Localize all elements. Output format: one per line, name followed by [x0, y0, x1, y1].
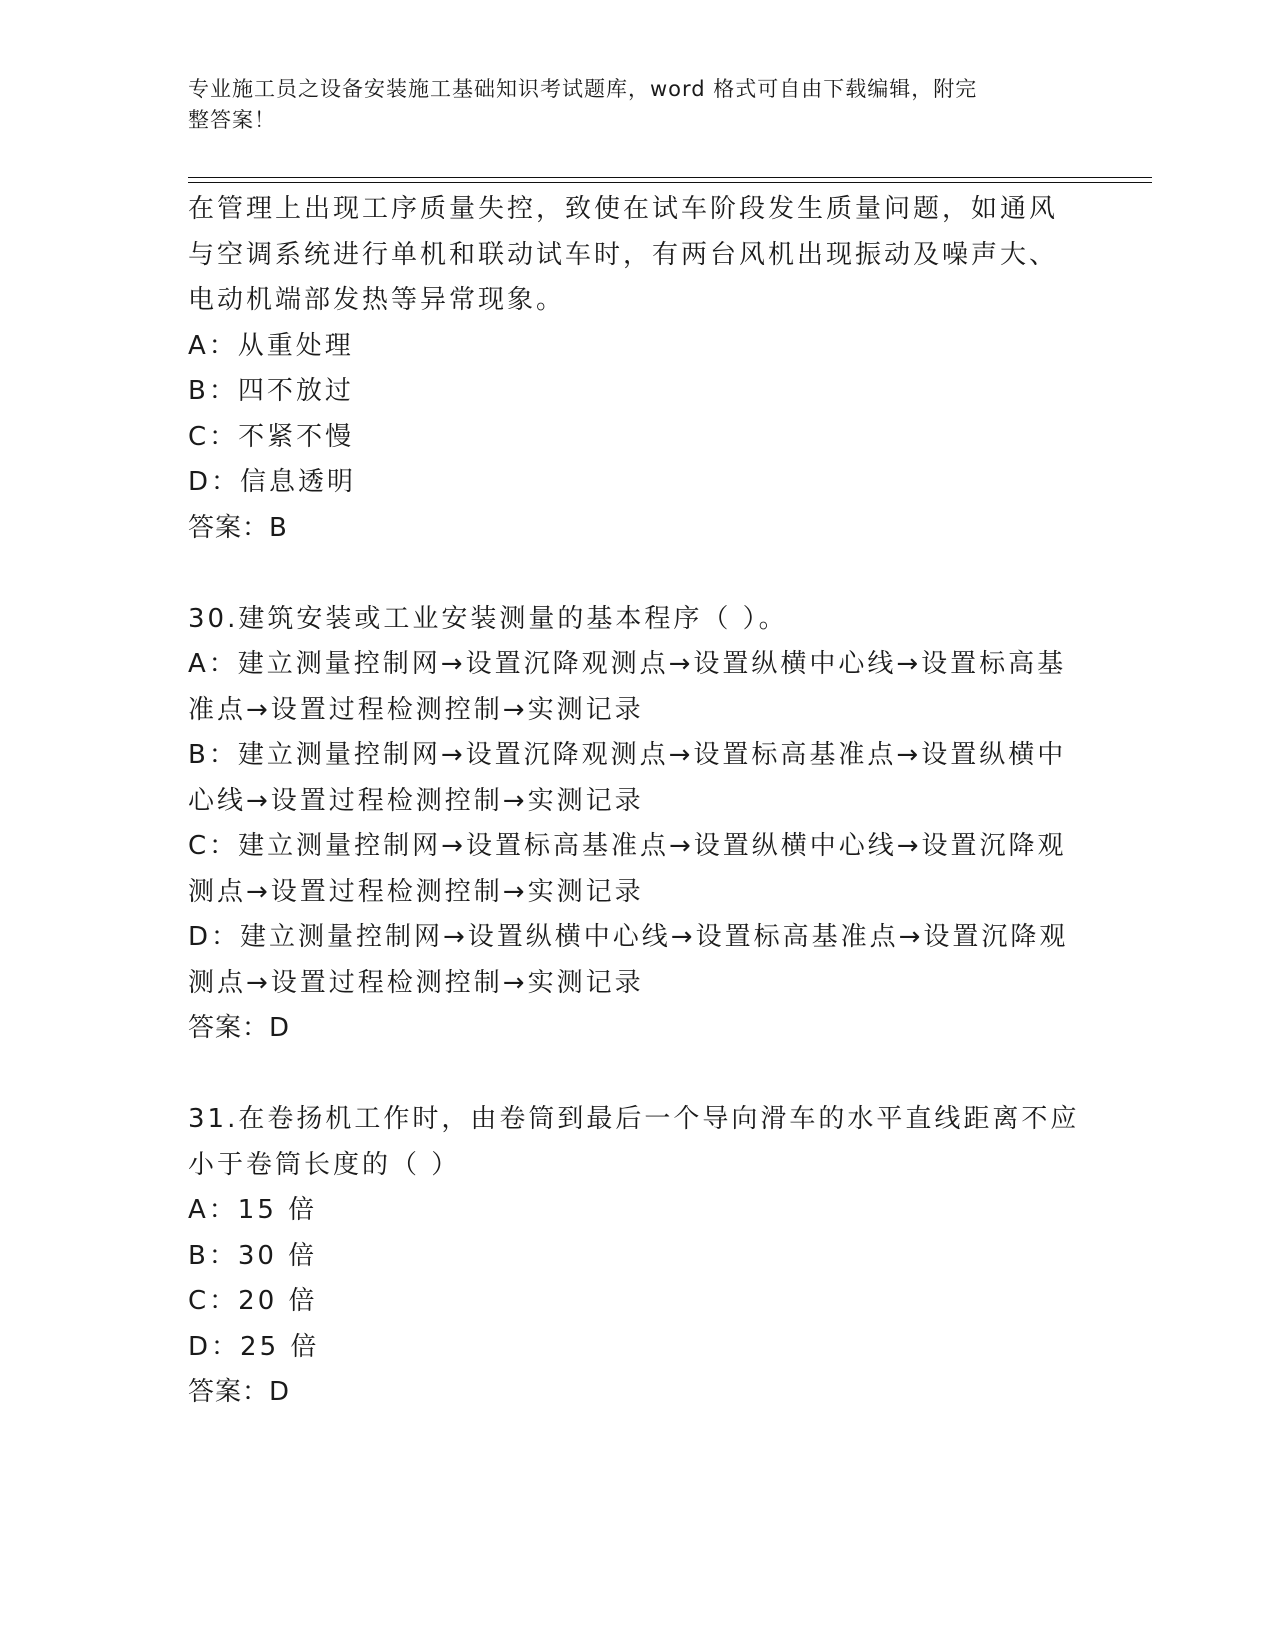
question-29-stem-line-3: 电动机端部发热等异常现象。: [188, 285, 566, 315]
question-body: [188, 187, 1088, 1416]
question-29: [188, 187, 1088, 551]
question-30-option-b-line-2: 心线→设置过程检测控制→实测记录: [188, 785, 644, 816]
question-29-option-d: D：信息透明: [188, 467, 357, 497]
question-30-option-b-line-1: B：建立测量控制网→设置沉降观测点→设置标高基准点→设置纵横中: [188, 740, 1067, 770]
header-rule-top: [188, 177, 1152, 178]
question-31: [188, 1097, 1088, 1416]
question-31-stem-line-1: 31.在卷扬机工作时，由卷筒到最后一个导向滑车的水平直线距离不应: [188, 1104, 1080, 1134]
document-header: [188, 74, 1068, 136]
question-31-option-c: C：20 倍: [188, 1286, 318, 1316]
header-line-1: 专业施工员之设备安装施工基础知识考试题库，word 格式可自由下载编辑，附完: [188, 77, 978, 101]
question-29-option-c: C：不紧不慢: [188, 421, 355, 452]
question-30-answer: 答案：D: [188, 1013, 291, 1043]
question-31-stem-line-2: 小于卷筒长度的（ ）: [188, 1149, 461, 1180]
question-30-option-c-line-2: 测点→设置过程检测控制→实测记录: [188, 876, 644, 907]
question-29-option-a: A：从重处理: [188, 330, 354, 361]
spacer: [188, 1052, 1088, 1098]
question-31-option-d: D：25 倍: [188, 1331, 320, 1362]
question-30-option-a-line-2: 准点→设置过程检测控制→实测记录: [188, 694, 644, 725]
question-30-option-d-line-2: 测点→设置过程检测控制→实测记录: [188, 967, 644, 998]
question-29-answer: 答案：B: [188, 512, 288, 543]
question-29-stem-line-1: 在管理上出现工序质量失控，致使在试车阶段发生质量问题，如通风: [188, 194, 1059, 224]
question-29-stem-line-2: 与空调系统进行单机和联动试车时，有两台风机出现振动及噪声大、: [188, 239, 1059, 270]
question-31-option-a: A：15 倍: [188, 1195, 318, 1225]
question-30-option-d-line-1: D：建立测量控制网→设置纵横中心线→设置标高基准点→设置沉降观: [188, 922, 1069, 952]
question-30-option-a-line-1: A：建立测量控制网→设置沉降观测点→设置纵横中心线→设置标高基: [188, 649, 1067, 679]
question-30-stem: 30.建筑安装或工业安装测量的基本程序（ ）。: [188, 603, 788, 634]
question-31-answer: 答案：D: [188, 1377, 291, 1407]
question-29-option-b: B：四不放过: [188, 376, 354, 406]
header-line-2: 整答案！: [188, 108, 276, 132]
header-rule-bottom: [188, 182, 1152, 183]
question-30-option-c-line-1: C：建立测量控制网→设置标高基准点→设置纵横中心线→设置沉降观: [188, 831, 1067, 861]
spacer: [188, 551, 1088, 597]
question-30: [188, 597, 1088, 1052]
question-31-option-b: B：30 倍: [188, 1240, 318, 1271]
